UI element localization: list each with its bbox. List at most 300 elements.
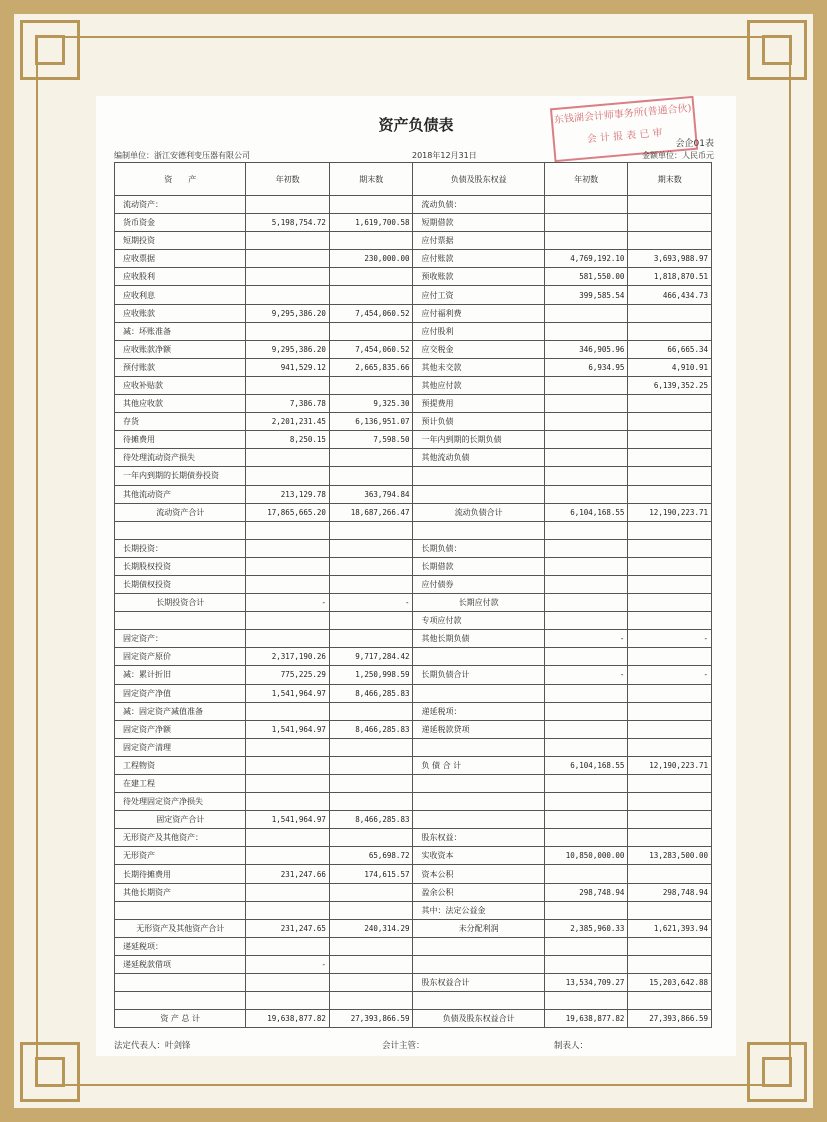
item-label-cell [413,521,544,539]
stamp-line: 会 计 报 表 已 审 [586,127,663,146]
column-header: 期末数 [628,163,712,196]
item-label-cell [413,955,544,973]
table-row [115,322,712,340]
amount-cell [246,322,330,340]
item-label-cell: 实收资本 [413,847,544,865]
item-label-cell: 其他应付款 [413,376,544,394]
table-row [115,358,712,376]
item-label-cell: 长期借款 [413,557,544,575]
amount-cell: 8,466,285.83 [329,811,413,829]
item-label-cell: 短期投资 [115,232,246,250]
amount-cell [628,594,712,612]
item-label-cell: 长期负债合计 [413,666,544,684]
item-label-cell: 应付工资 [413,286,544,304]
table-row [115,992,712,1010]
amount-cell: 12,190,223.71 [628,756,712,774]
item-label-cell [413,467,544,485]
amount-cell [246,232,330,250]
item-label-cell: 短期借款 [413,214,544,232]
amount-cell [246,630,330,648]
item-label-cell: 应收股利 [115,268,246,286]
amount-cell [246,829,330,847]
amount-cell [628,702,712,720]
column-header: 年初数 [246,163,330,196]
amount-cell [246,268,330,286]
amount-cell [628,196,712,214]
table-header-row [115,163,712,196]
amount-cell: - [246,594,330,612]
item-label-cell: 资 产 总 计 [115,1010,246,1028]
item-label-cell: 预付账款 [115,358,246,376]
item-label-cell: 其他应收款 [115,395,246,413]
column-header: 负债及股东权益 [413,163,544,196]
amount-cell [628,901,712,919]
item-label-cell: 预提费用 [413,395,544,413]
amount-cell [628,937,712,955]
amount-cell [544,720,628,738]
item-label-cell: 应付账款 [413,250,544,268]
amount-cell: 12,190,223.71 [628,503,712,521]
amount-cell: 213,129.78 [246,485,330,503]
preparer: 制表人： [554,1041,589,1051]
table-row [115,232,712,250]
amount-cell [246,612,330,630]
table-row [115,268,712,286]
item-label-cell: 其他长期资产 [115,883,246,901]
item-label-cell: 其他未交款 [413,358,544,376]
amount-cell: 2,665,835.66 [329,358,413,376]
amount-cell: 4,910.91 [628,358,712,376]
amount-cell [329,575,413,593]
item-label-cell: 递延税款贷项 [413,720,544,738]
amount-cell: 8,466,285.83 [329,684,413,702]
table-row [115,485,712,503]
amount-cell [544,214,628,232]
table-row [115,955,712,973]
item-label-cell: 流动资产合计 [115,503,246,521]
amount-cell: 17,865,665.20 [246,503,330,521]
amount-cell: 2,385,960.33 [544,919,628,937]
table-row [115,702,712,720]
amount-cell [544,648,628,666]
table-row [115,612,712,630]
corner-ornament [747,20,807,80]
item-label-cell [413,684,544,702]
item-label-cell: 其中：法定公益金 [413,901,544,919]
item-label-cell: 无形资产及其他资产： [115,829,246,847]
document-page [96,96,736,1056]
table-row [115,775,712,793]
amount-cell [246,467,330,485]
item-label-cell: 待处理固定资产净损失 [115,793,246,811]
item-label-cell: 应收补贴款 [115,376,246,394]
amount-cell [628,413,712,431]
amount-cell [628,829,712,847]
item-label-cell [413,793,544,811]
amount-cell: 6,104,168.55 [544,756,628,774]
item-label-cell: 盈余公积 [413,883,544,901]
amount-cell [628,648,712,666]
amount-cell: 8,466,285.83 [329,720,413,738]
amount-cell [544,702,628,720]
amount-cell [329,539,413,557]
report-date: 2018年12月31日 [412,151,477,160]
amount-cell [544,684,628,702]
item-label-cell: 应收账款净额 [115,340,246,358]
item-label-cell: 固定资产合计 [115,811,246,829]
item-label-cell [115,612,246,630]
item-label-cell: 一年内到期的长期债券投资 [115,467,246,485]
table-row [115,666,712,684]
item-label-cell: 应付票据 [413,232,544,250]
item-label-cell: 无形资产 [115,847,246,865]
amount-cell [246,539,330,557]
amount-cell [329,630,413,648]
amount-cell [544,937,628,955]
table-row [115,847,712,865]
item-label-cell: 资本公积 [413,865,544,883]
table-row [115,304,712,322]
amount-cell [544,449,628,467]
amount-cell [628,684,712,702]
amount-cell [544,612,628,630]
amount-cell [246,793,330,811]
amount-cell [329,467,413,485]
amount-cell: 6,934.95 [544,358,628,376]
amount-cell: 7,454,060.52 [329,304,413,322]
amount-cell [246,250,330,268]
amount-cell [246,738,330,756]
amount-cell [246,702,330,720]
item-label-cell: 专项应付款 [413,612,544,630]
amount-cell [544,901,628,919]
amount-cell [544,955,628,973]
table-row [115,467,712,485]
amount-cell: 27,393,866.59 [329,1010,413,1028]
amount-cell [544,775,628,793]
amount-cell [246,974,330,992]
table-row [115,214,712,232]
table-row [115,901,712,919]
amount-cell [544,395,628,413]
amount-cell [544,594,628,612]
table-row [115,811,712,829]
amount-cell [628,811,712,829]
amount-cell [628,539,712,557]
item-label-cell: 一年内到期的长期负债 [413,431,544,449]
table-row [115,449,712,467]
item-label-cell: 待摊费用 [115,431,246,449]
item-label-cell [115,901,246,919]
item-label-cell: 应收账款 [115,304,246,322]
item-label-cell [413,738,544,756]
table-row [115,250,712,268]
item-label-cell: 货币资金 [115,214,246,232]
amount-cell [329,974,413,992]
preparing-unit: 编制单位：浙江安德利变压器有限公司 [114,151,250,160]
amount-cell: 66,665.34 [628,340,712,358]
amount-cell [329,955,413,973]
report-meta [114,150,714,162]
amount-cell: 399,585.54 [544,286,628,304]
amount-cell: 581,550.00 [544,268,628,286]
amount-cell: 231,247.65 [246,919,330,937]
amount-cell [246,286,330,304]
table-row [115,431,712,449]
item-label-cell: 负 债 合 计 [413,756,544,774]
item-label-cell: 未分配利润 [413,919,544,937]
item-label-cell [115,521,246,539]
item-label-cell: 流动资产： [115,196,246,214]
amount-cell [628,449,712,467]
corner-ornament [747,1042,807,1102]
amount-cell [329,901,413,919]
table-row [115,413,712,431]
amount-cell [329,702,413,720]
amount-cell [544,557,628,575]
item-label-cell: 负债及股东权益合计 [413,1010,544,1028]
amount-cell [329,992,413,1010]
amount-cell [246,557,330,575]
amount-cell [544,793,628,811]
amount-cell: - [628,666,712,684]
amount-cell: 174,615.57 [329,865,413,883]
amount-cell: 6,104,168.55 [544,503,628,521]
table-row [115,937,712,955]
item-label-cell: 待处理流动资产损失 [115,449,246,467]
item-label-cell: 递延税款借项 [115,955,246,973]
amount-cell [628,304,712,322]
table-row [115,340,712,358]
accounting-supervisor: 会计主管： [382,1041,425,1051]
table-row [115,684,712,702]
item-label-cell: 无形资产及其他资产合计 [115,919,246,937]
amount-cell [246,756,330,774]
table-row [115,919,712,937]
amount-cell: 9,295,386.20 [246,340,330,358]
amount-cell [246,376,330,394]
amount-cell: 466,434.73 [628,286,712,304]
amount-cell [544,413,628,431]
amount-cell [544,829,628,847]
amount-cell: 298,748.94 [544,883,628,901]
table-row [115,738,712,756]
item-label-cell: 固定资产净值 [115,684,246,702]
amount-cell [544,322,628,340]
item-label-cell: 长期投资： [115,539,246,557]
amount-cell: 1,619,700.58 [329,214,413,232]
amount-cell [628,793,712,811]
item-label-cell [115,992,246,1010]
column-header: 期末数 [329,163,413,196]
amount-cell: 8,250.15 [246,431,330,449]
item-label-cell: 递延税项： [413,702,544,720]
item-label-cell [413,485,544,503]
amount-cell: 1,621,393.94 [628,919,712,937]
amount-cell: 3,693,988.97 [628,250,712,268]
amount-cell [628,612,712,630]
table-row [115,594,712,612]
item-label-cell: 固定资产清理 [115,738,246,756]
item-label-cell: 应交税金 [413,340,544,358]
amount-cell [544,738,628,756]
amount-cell [329,268,413,286]
table-row [115,1010,712,1028]
item-label-cell: 减：坏账准备 [115,322,246,340]
table-row [115,286,712,304]
amount-cell [329,232,413,250]
amount-cell [544,521,628,539]
item-label-cell: 固定资产原价 [115,648,246,666]
item-label-cell: 长期待摊费用 [115,865,246,883]
amount-cell [246,901,330,919]
table-row [115,521,712,539]
table-row [115,557,712,575]
amount-cell [628,232,712,250]
item-label-cell: 存货 [115,413,246,431]
corner-ornament [20,1042,80,1102]
amount-cell: 13,283,500.00 [628,847,712,865]
amount-cell [246,575,330,593]
table-row [115,648,712,666]
amount-cell [628,431,712,449]
amount-cell [628,575,712,593]
amount-cell [329,883,413,901]
amount-cell [628,992,712,1010]
table-row [115,196,712,214]
table-row [115,793,712,811]
document-title: 资产负债表 [378,116,454,134]
item-label-cell: 固定资产： [115,630,246,648]
item-label-cell: 其他流动负债 [413,449,544,467]
item-label-cell: 长期股权投资 [115,557,246,575]
amount-cell [544,811,628,829]
amount-cell [329,756,413,774]
amount-cell: 15,203,642.88 [628,974,712,992]
amount-cell [544,539,628,557]
amount-cell [544,376,628,394]
item-label-cell: 其他长期负债 [413,630,544,648]
amount-cell [329,286,413,304]
balance-sheet-table [114,162,712,1028]
table-row [115,630,712,648]
amount-cell: 27,393,866.59 [628,1010,712,1028]
amount-cell: 230,000.00 [329,250,413,268]
amount-cell: 9,717,284.42 [329,648,413,666]
amount-cell: 346,905.96 [544,340,628,358]
currency-unit: 金额单位：人民币元 [642,151,714,160]
amount-cell [544,467,628,485]
item-label-cell: 递延税项： [115,937,246,955]
amount-cell [628,485,712,503]
amount-cell: 2,201,231.45 [246,413,330,431]
amount-cell [628,395,712,413]
amount-cell [544,485,628,503]
amount-cell: 5,198,754.72 [246,214,330,232]
corner-ornament [20,20,80,80]
table-row [115,756,712,774]
amount-cell [329,937,413,955]
amount-cell: 6,139,352.25 [628,376,712,394]
amount-cell [544,232,628,250]
item-label-cell: 减：累计折旧 [115,666,246,684]
amount-cell: 363,794.84 [329,485,413,503]
column-header: 资 产 [115,163,246,196]
item-label-cell: 长期债权投资 [115,575,246,593]
amount-cell: 65,698.72 [329,847,413,865]
table-row [115,395,712,413]
item-label-cell: 在建工程 [115,775,246,793]
table-row [115,974,712,992]
item-label-cell: 固定资产净额 [115,720,246,738]
item-label-cell: 股东权益合计 [413,974,544,992]
amount-cell: - [544,630,628,648]
item-label-cell: 应付债券 [413,575,544,593]
item-label-cell: 股东权益： [413,829,544,847]
item-label-cell [115,974,246,992]
item-label-cell [413,992,544,1010]
amount-cell [544,196,628,214]
amount-cell: 1,541,964.97 [246,720,330,738]
amount-cell: - [628,630,712,648]
amount-cell [329,793,413,811]
amount-cell [544,431,628,449]
item-label-cell [413,775,544,793]
amount-cell [544,575,628,593]
amount-cell: 10,850,000.00 [544,847,628,865]
amount-cell: 240,314.29 [329,919,413,937]
item-label-cell [413,937,544,955]
item-label-cell: 其他流动资产 [115,485,246,503]
stamp-line: 东钱湖会计师事务所(普通合伙) [553,103,692,127]
amount-cell [329,738,413,756]
amount-cell: 1,541,964.97 [246,684,330,702]
amount-cell [628,865,712,883]
amount-cell: 7,598.50 [329,431,413,449]
amount-cell: 9,295,386.20 [246,304,330,322]
amount-cell [544,992,628,1010]
amount-cell: 1,818,870.51 [628,268,712,286]
item-label-cell: 减：固定资产减值准备 [115,702,246,720]
amount-cell: 7,386.78 [246,395,330,413]
amount-cell [246,196,330,214]
amount-cell: 775,225.29 [246,666,330,684]
amount-cell [329,829,413,847]
item-label-cell: 长期投资合计 [115,594,246,612]
amount-cell [628,775,712,793]
item-label-cell: 预收账款 [413,268,544,286]
legal-representative: 法定代表人：叶剑锋 [114,1041,191,1051]
amount-cell: 298,748.94 [628,883,712,901]
item-label-cell: 流动负债合计 [413,503,544,521]
amount-cell [329,612,413,630]
amount-cell: - [246,955,330,973]
amount-cell: - [329,594,413,612]
table-row [115,865,712,883]
amount-cell [329,196,413,214]
form-number: 会企01表 [675,139,714,149]
amount-cell [628,467,712,485]
amount-cell: - [544,666,628,684]
amount-cell [246,937,330,955]
amount-cell [329,557,413,575]
item-label-cell: 流动负债： [413,196,544,214]
item-label-cell: 预计负债 [413,413,544,431]
amount-cell: 4,769,192.10 [544,250,628,268]
amount-cell: 231,247.66 [246,865,330,883]
amount-cell [329,322,413,340]
amount-cell [544,865,628,883]
